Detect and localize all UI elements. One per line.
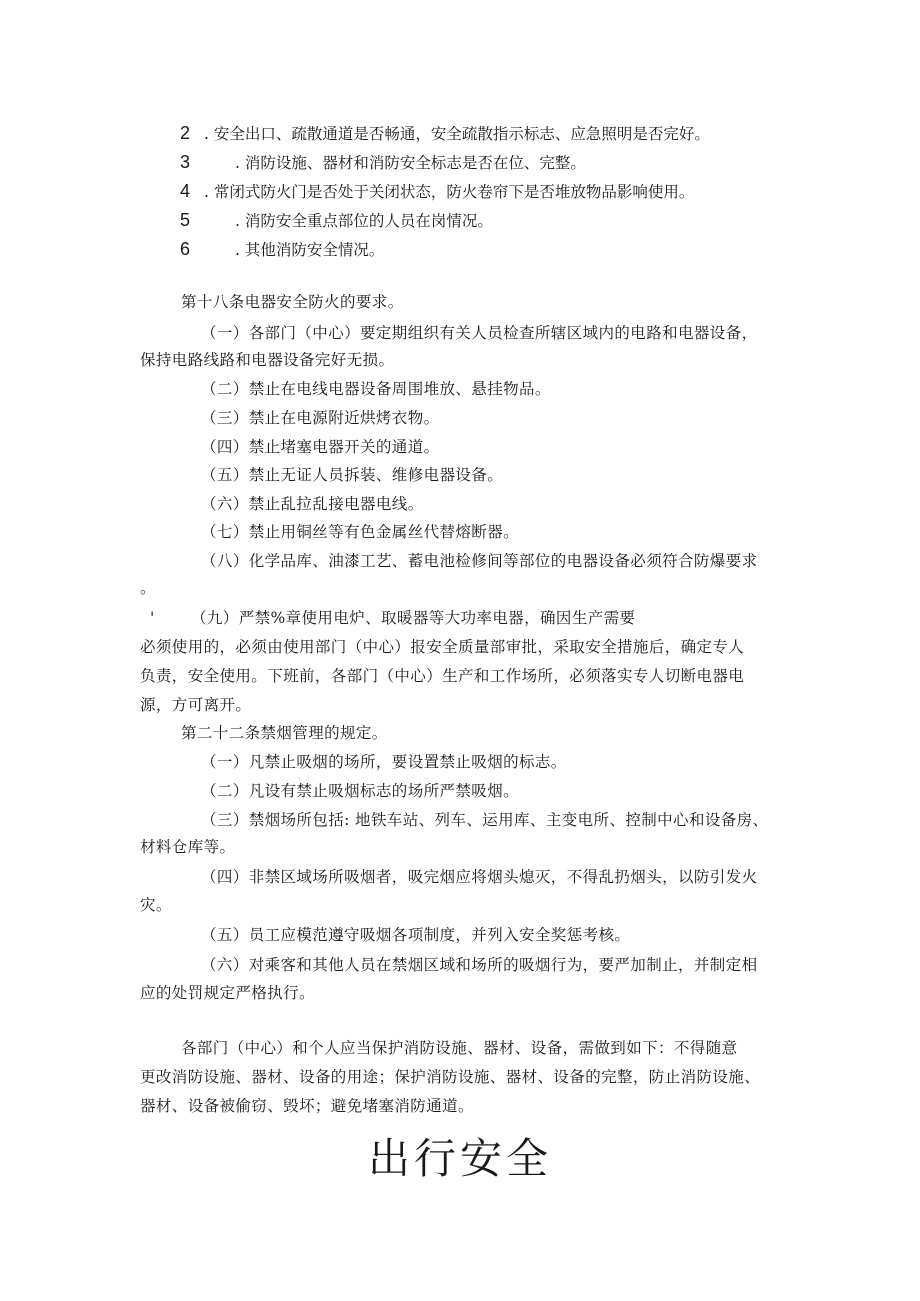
list-item: [180, 152, 586, 173]
article18-item8-line1: （八）化学品库、油漆工艺、蓄电池检修间等部位的电器设备必须符合防爆要求: [201, 552, 758, 570]
article18-item9-line2: 必须使用的，必须由使用部门（中心）报安全质量部审批，采取安全措施后，确定专人: [140, 638, 745, 656]
list-item: [180, 123, 710, 144]
list-text: . 消防设施、器材和消防安全标志是否在位、完整。: [204, 154, 586, 172]
article18-heading: 第十八条电器安全防火的要求。: [181, 293, 404, 311]
list-number: 4: [180, 181, 191, 201]
article18-item2: （二）禁止在电线电器设备周围堆放、悬挂物品。: [201, 380, 551, 398]
stray-mark: ': [150, 609, 155, 627]
article22-item4-line2: 灾。: [140, 896, 172, 914]
list-item: [180, 181, 694, 202]
article18-item3: （三）禁止在电源附近烘烤衣物。: [201, 409, 440, 427]
list-text: . 其他消防安全情况。: [204, 241, 385, 259]
article22-item4-line1: （四）非禁区域场所吸烟者，吸完烟应将烟头熄灭，不得乱扔烟头，以防引发火: [201, 868, 758, 886]
list-text: . 常闭式防火门是否处于关闭状态，防火卷帘下是否堆放物品影响使用。: [204, 183, 695, 201]
list-number: 2: [180, 123, 191, 143]
article18-item7: （七）禁止用铜丝等有色金属丝代替熔断器。: [201, 523, 520, 541]
list-text: . 消防安全重点部位的人员在岗情况。: [204, 212, 493, 230]
article22-item5: （五）员工应模范遵守吸烟各项制度，并列入安全奖惩考核。: [201, 926, 631, 944]
article18-item6: （六）禁止乱拉乱接电器电线。: [201, 495, 424, 513]
article22-heading: 第二十二条禁烟管理的规定。: [181, 724, 388, 742]
article22-item3-line1: （三）禁烟场所包括: 地铁车站、列车、运用库、主变电所、控制中心和设备房、: [201, 811, 769, 829]
article22-item1: （一）凡禁止吸烟的场所，要设置禁止吸烟的标志。: [201, 753, 567, 771]
list-number: 3: [180, 152, 191, 172]
article22-item2: （二）凡设有禁止吸烟标志的场所严禁吸烟。: [201, 782, 520, 800]
article22-item6-line2: 应的处罚规定严格执行。: [140, 984, 315, 1002]
list-number: 5: [180, 210, 191, 230]
article18-item9-line3: 负责，安全使用。下班前，各部门（中心）生产和工作场所，必须落实专人切断电器电: [140, 667, 745, 685]
list-item: [180, 239, 384, 260]
list-text: . 安全出口、疏散通道是否畅通，安全疏散指示标志、应急照明是否完好。: [204, 125, 710, 143]
list-item: [180, 210, 493, 231]
protection-line1: 各部门（中心）和个人应当保护消防设施、器材、设备，需做到如下：不得随意: [181, 1039, 738, 1057]
protection-line2: 更改消防设施、器材、设备的用途；保护消防设施、器材、设备的完整，防止消防设施、: [140, 1068, 761, 1086]
protection-line3: 器材、设备被偷窃、毁坏；避免堵塞消防通道。: [140, 1097, 474, 1115]
article18-item5: （五）禁止无证人员拆装、维修电器设备。: [201, 466, 504, 484]
list-number: 6: [180, 239, 191, 259]
article22-item6-line1: （六）对乘客和其他人员在禁烟区域和场所的吸烟行为，要严加制止，并制定相: [201, 956, 758, 974]
article22-item3-line2: 材料仓库等。: [140, 838, 236, 856]
article18-item9-line1: （九）严禁%章使用电炉、取暖器等大功率电器，确因生产需要: [191, 609, 636, 627]
article18-item1-line2: 保持电路线路和电器设备完好无损。: [140, 351, 395, 369]
section-title: 出行安全: [367, 1134, 552, 1183]
article18-item9-line4: 源，方可离开。: [140, 696, 252, 714]
article18-item1-line1: （一）各部门（中心）要定期组织有关人员检查所辖区域内的电路和电器设备，: [201, 324, 758, 342]
article18-item8-line2: 。: [140, 579, 156, 597]
article18-item4: （四）禁止堵塞电器开关的通道。: [201, 438, 440, 456]
